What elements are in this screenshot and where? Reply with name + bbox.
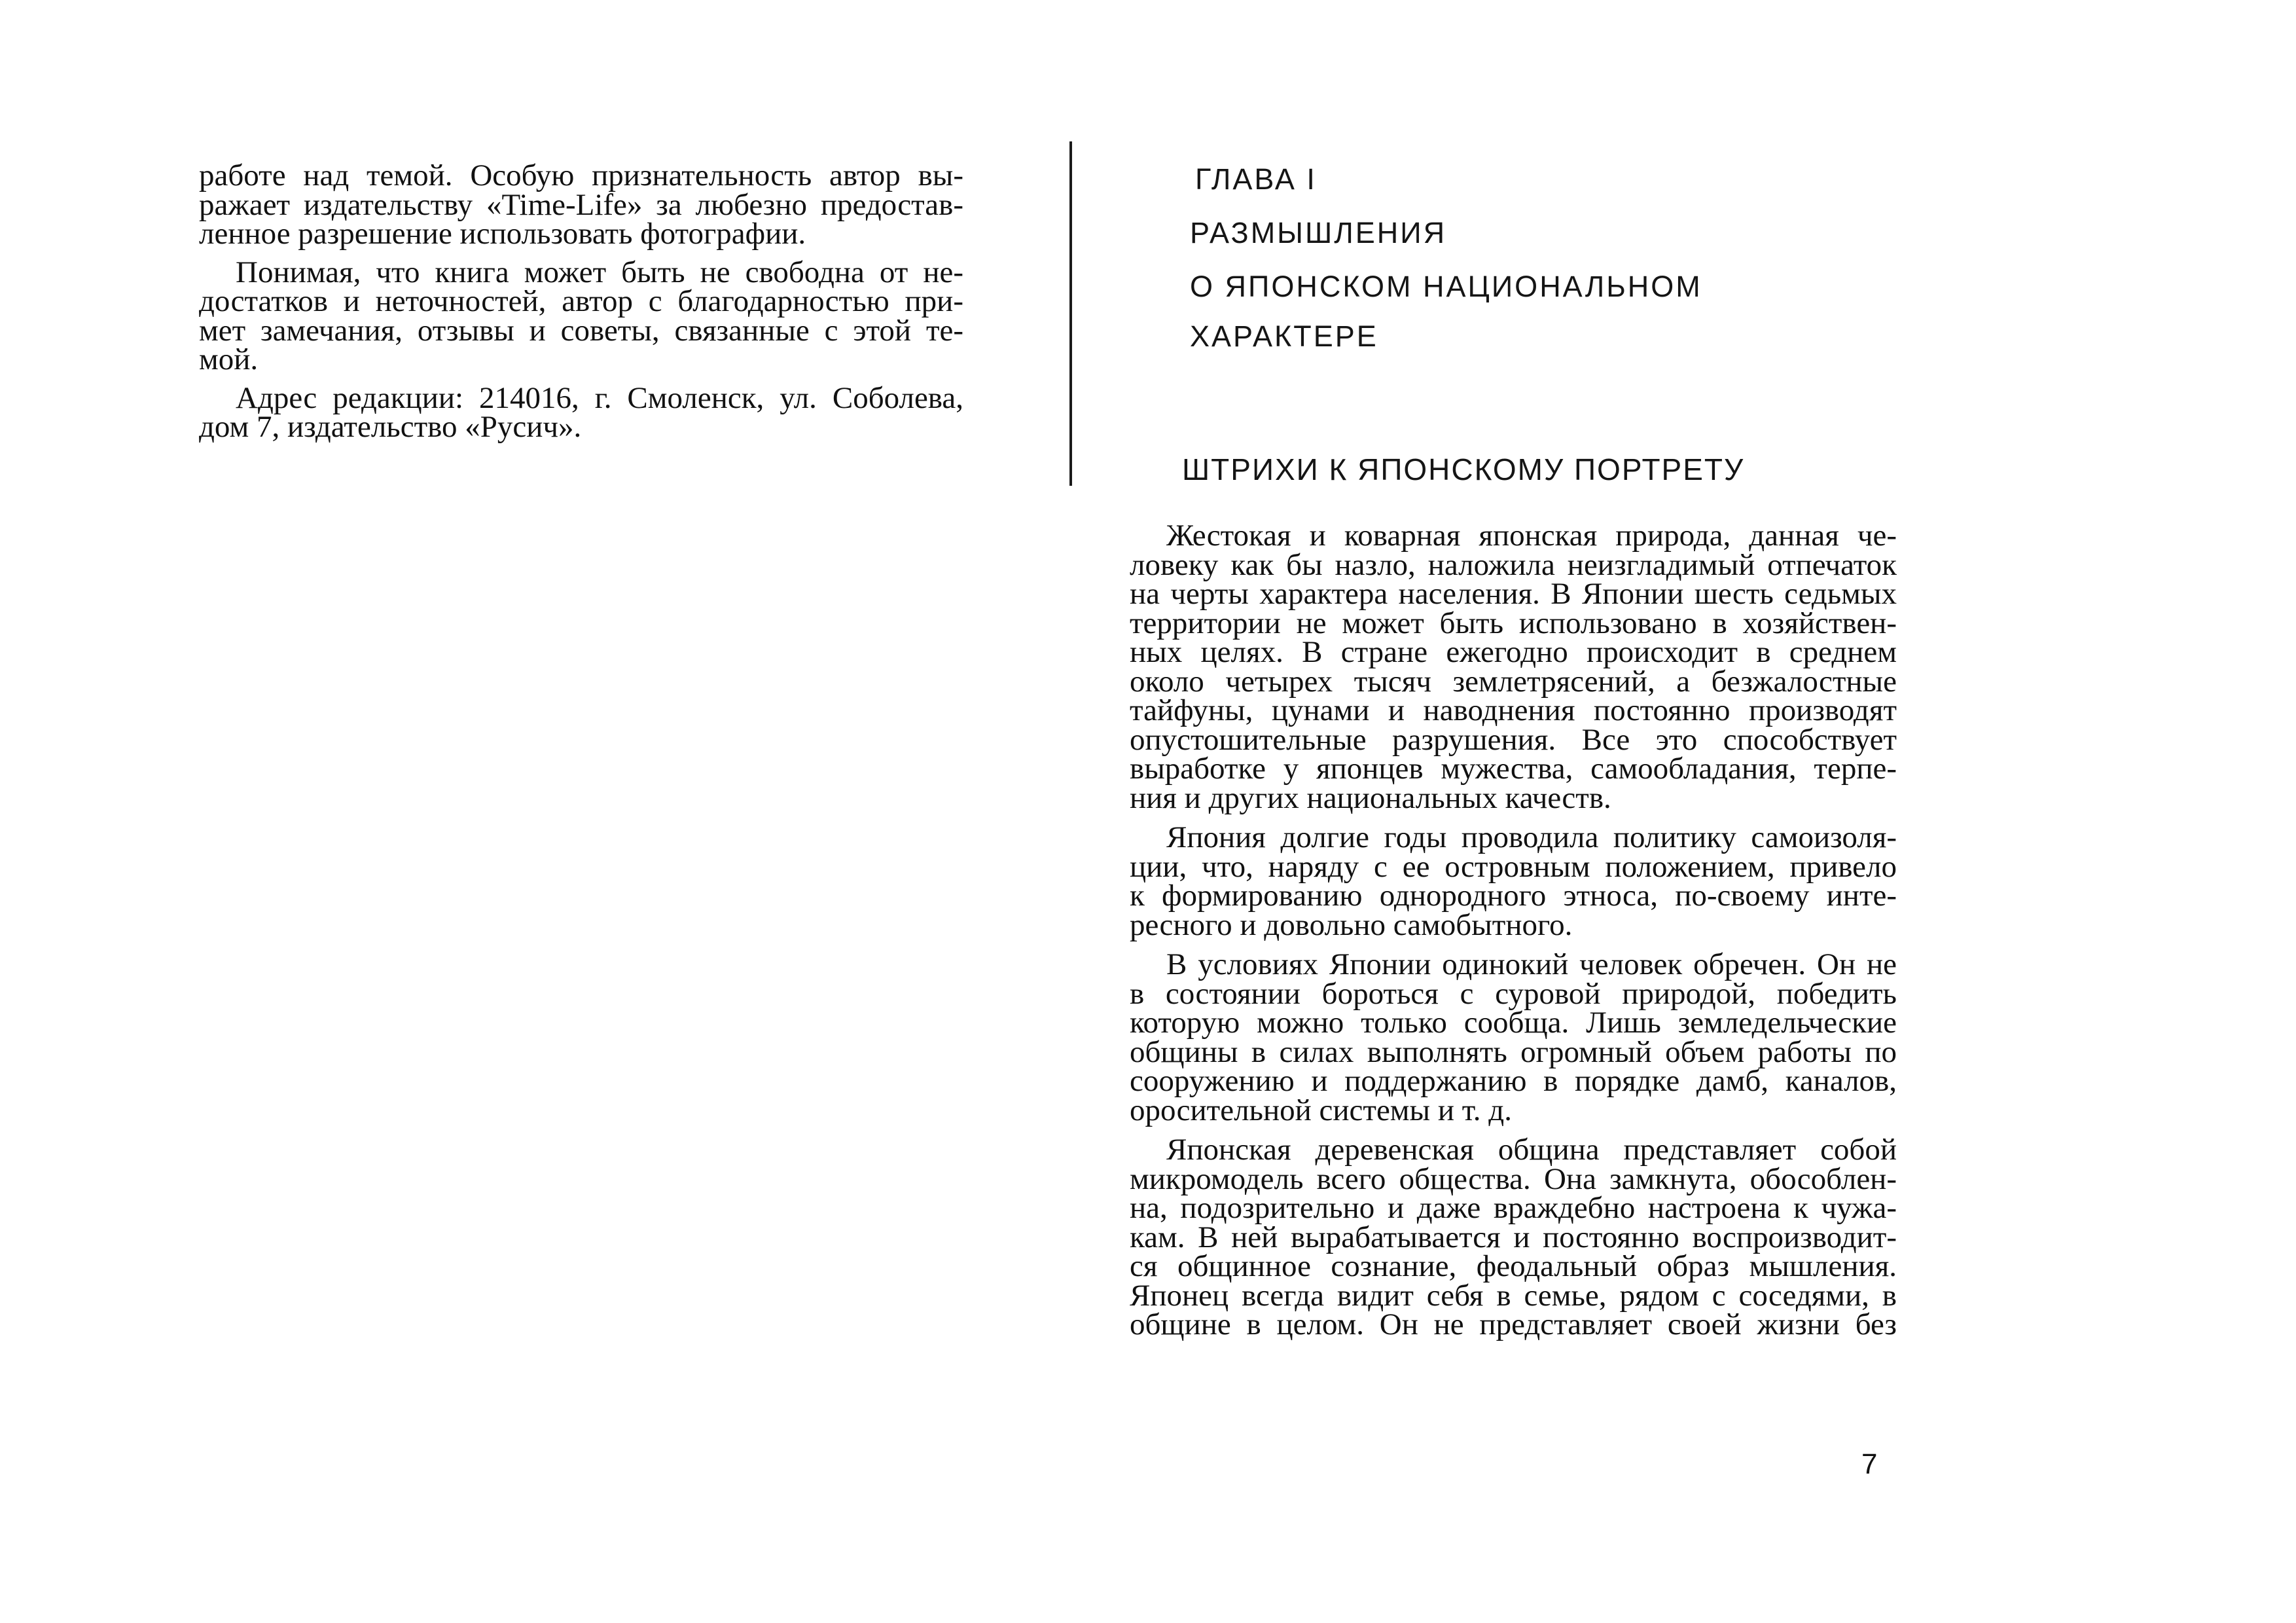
chapter-number: ГЛАВА I: [1195, 162, 1317, 196]
text-line: сооружению и поддержанию в порядке дамб, каналов,: [1130, 1064, 1897, 1098]
text-line: мой.: [199, 342, 259, 376]
text-line: работе над темой. Особую признательность автор вы-: [199, 158, 963, 192]
chapter-title-line: РАЗМЫШЛЕНИЯ: [1190, 216, 1447, 249]
text-line: ния и других национальных качеств.: [1130, 780, 1611, 815]
text-line: мет замечания, отзывы и советы, связанные с этой те-: [199, 313, 963, 348]
page-divider-line: [1069, 141, 1072, 486]
text-line: опустошительные разрушения. Все это способствует: [1130, 722, 1897, 757]
text-line: ции, что, наряду с ее островным положением, привело: [1130, 849, 1897, 884]
text-line: В условиях Японии одинокий человек обречен. Он не: [1166, 947, 1897, 981]
left-paragraph-3: [199, 380, 963, 444]
text-line: Японская деревенская община представляет собой: [1166, 1133, 1897, 1167]
text-line: оросительной системы и т. д.: [1130, 1093, 1512, 1127]
right-paragraph-1: [1130, 519, 1897, 815]
text-line: дом 7, издательство «Русич».: [199, 410, 582, 444]
chapter-title-line: ХАРАКТЕРЕ: [1190, 319, 1378, 353]
text-line: ловеку как бы назло, наложила неизгладимый отпечаток: [1130, 547, 1897, 582]
text-line: микромодель всего общества. Она замкнута, обособлен-: [1130, 1161, 1897, 1196]
right-paragraph-4: [1130, 1135, 1897, 1340]
text-line: территории не может быть использовано в хозяйствен-: [1130, 606, 1897, 640]
section-title: ШТРИХИ К ЯПОНСКОМУ ПОРТРЕТУ: [1182, 452, 1745, 486]
right-paragraph-2: [1130, 820, 1897, 942]
text-line: которую можно только сообща. Лишь земледельческие: [1130, 1006, 1897, 1040]
text-line: Жестокая и коварная японская природа, данная че-: [1166, 519, 1897, 553]
right-page-text: [1130, 521, 1897, 1350]
text-line: к формированию однородного этноса, по-своему инте-: [1130, 879, 1897, 913]
text-line: общины в силах выполнять огромный объем работы по: [1130, 1034, 1897, 1069]
left-paragraph-2: [199, 255, 963, 376]
text-line: тайфуны, цунами и наводнения постоянно производят: [1130, 693, 1897, 727]
text-line: Адрес редакции: 214016, г. Смоленск, ул. Соболева,: [236, 380, 963, 415]
text-line: общине в целом. Он не представляет своей жизни без: [1130, 1307, 1897, 1341]
text-line: около четырех тысяч землетрясений, а безжалостные: [1130, 664, 1897, 699]
left-paragraph-1: [199, 158, 963, 251]
left-page-text: [199, 158, 963, 451]
text-line: ражает издательству «Time-Life» за любезно предостав-: [199, 187, 963, 222]
text-line: на, подозрительно и даже враждебно настроена к чужа-: [1130, 1191, 1897, 1225]
text-line: выработке у японцев мужества, самообладания, терпе-: [1130, 752, 1897, 786]
text-line: на черты характера населения. В Японии шесть седьмых: [1130, 577, 1897, 611]
text-line: Понимая, что книга может быть не свободна от не-: [236, 255, 963, 289]
right-paragraph-3: [1130, 947, 1897, 1127]
text-line: в состоянии бороться с суровой природой, победить: [1130, 976, 1897, 1011]
text-line: ленное разрешение использовать фотографии.: [199, 217, 806, 251]
chapter-title-line: О ЯПОНСКОМ НАЦИОНАЛЬНОМ: [1190, 270, 1702, 303]
text-line: ных целях. В стране ежегодно происходит в среднем: [1130, 635, 1897, 669]
page-number: 7: [1861, 1448, 1878, 1480]
text-line: Японец всегда видит себя в семье, рядом с соседями, в: [1130, 1278, 1897, 1313]
text-line: кам. В ней вырабатывается и постоянно воспроизводит-: [1130, 1220, 1897, 1254]
text-line: Япония долгие годы проводила политику самоизоля-: [1166, 820, 1897, 854]
text-line: ресного и довольно самобытного.: [1130, 907, 1573, 942]
text-line: достатков и неточностей, автор с благодарностью при-: [199, 284, 963, 318]
text-line: ся общинное сознание, феодальный образ мышления.: [1130, 1249, 1897, 1283]
